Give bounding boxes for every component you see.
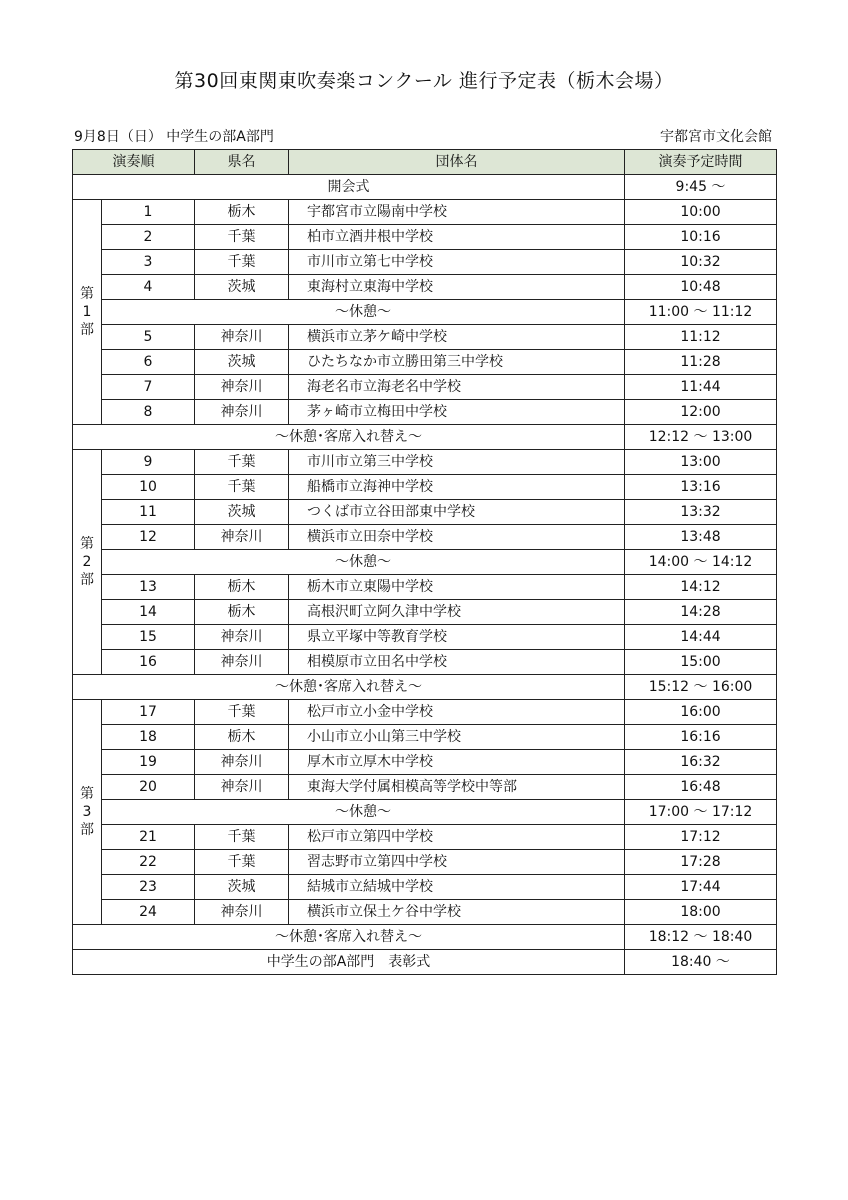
prefecture: 神奈川 [195,900,289,925]
event-label: 開会式 [73,175,625,200]
prefecture: 神奈川 [195,625,289,650]
break-label: ～休憩～ [102,800,625,825]
performance-order: 24 [102,900,195,925]
scheduled-time: 15:00 [625,650,777,675]
table-row [73,500,777,525]
prefecture: 茨城 [195,275,289,300]
prefecture: 千葉 [195,850,289,875]
group-name: 市川市立第七中学校 [289,250,625,275]
table-row [73,325,777,350]
group-name: 習志野市立第四中学校 [289,850,625,875]
table-row [73,750,777,775]
table-row [73,250,777,275]
scheduled-time: 16:16 [625,725,777,750]
table-row [73,900,777,925]
table-row [73,725,777,750]
scheduled-time: 12:00 [625,400,777,425]
prefecture: 茨城 [195,500,289,525]
scheduled-time: 18:00 [625,900,777,925]
venue-name: 宇都宮市文化会館 [660,129,772,145]
prefecture: 千葉 [195,475,289,500]
table-row [73,600,777,625]
event-label: 中学生の部A部門 表彰式 [73,950,625,975]
group-name: 東海大学付属相模高等学校中等部 [289,775,625,800]
prefecture: 神奈川 [195,525,289,550]
prefecture: 千葉 [195,700,289,725]
event-time: 18:12 ～ 18:40 [625,925,777,950]
scheduled-time: 14:44 [625,625,777,650]
event-time: 12:12 ～ 13:00 [625,425,777,450]
table-row [73,525,777,550]
table-row [73,650,777,675]
prefecture: 神奈川 [195,325,289,350]
section-label [73,450,102,675]
section-label-char: 1 [82,304,92,320]
group-name: 東海村立東海中学校 [289,275,625,300]
scheduled-time: 13:16 [625,475,777,500]
break-label: ～休憩～ [102,550,625,575]
prefecture: 神奈川 [195,400,289,425]
table-row [73,825,777,850]
scheduled-time: 10:00 [625,200,777,225]
performance-order: 9 [102,450,195,475]
scheduled-time: 10:16 [625,225,777,250]
prefecture: 千葉 [195,225,289,250]
table-row [73,450,777,475]
group-name: 松戸市立小金中学校 [289,700,625,725]
performance-order: 20 [102,775,195,800]
group-name: 小山市立小山第三中学校 [289,725,625,750]
prefecture: 茨城 [195,875,289,900]
group-name: ひたちなか市立勝田第三中学校 [289,350,625,375]
header-group-name: 団体名 [289,150,625,175]
group-name: 横浜市立保土ケ谷中学校 [289,900,625,925]
table-row [73,375,777,400]
performance-order: 15 [102,625,195,650]
prefecture: 千葉 [195,250,289,275]
prefecture: 栃木 [195,200,289,225]
header-order: 演奏順 [73,150,195,175]
table-row [73,350,777,375]
section-label [73,200,102,425]
scheduled-time: 11:12 [625,325,777,350]
performance-order: 1 [102,200,195,225]
group-name: 結城市立結城中学校 [289,875,625,900]
prefecture: 栃木 [195,575,289,600]
scheduled-time: 17:12 [625,825,777,850]
scheduled-time: 17:28 [625,850,777,875]
break-time: 14:00 ～ 14:12 [625,550,777,575]
section-label-char: 第 [80,536,94,552]
prefecture: 神奈川 [195,650,289,675]
section-label-char: 第 [80,786,94,802]
scheduled-time: 10:32 [625,250,777,275]
prefecture: 千葉 [195,825,289,850]
table-row-break [73,800,777,825]
group-name: 宇都宮市立陽南中学校 [289,200,625,225]
table-row [73,225,777,250]
section-label [73,700,102,925]
group-name: 県立平塚中等教育学校 [289,625,625,650]
performance-order: 3 [102,250,195,275]
scheduled-time: 16:48 [625,775,777,800]
table-row [73,575,777,600]
table-row-event [73,425,777,450]
table-row-event [73,675,777,700]
group-name: 厚木市立厚木中学校 [289,750,625,775]
event-label: ～休憩･客席入れ替え～ [73,925,625,950]
scheduled-time: 13:32 [625,500,777,525]
prefecture: 千葉 [195,450,289,475]
break-time: 11:00 ～ 11:12 [625,300,777,325]
performance-order: 22 [102,850,195,875]
scheduled-time: 10:48 [625,275,777,300]
performance-order: 17 [102,700,195,725]
group-name: 柏市立酒井根中学校 [289,225,625,250]
scheduled-time: 14:12 [625,575,777,600]
group-name: 栃木市立東陽中学校 [289,575,625,600]
group-name: 市川市立第三中学校 [289,450,625,475]
table-row [73,775,777,800]
prefecture: 神奈川 [195,375,289,400]
group-name: 相模原市立田名中学校 [289,650,625,675]
event-label: ～休憩･客席入れ替え～ [73,675,625,700]
group-name: つくば市立谷田部東中学校 [289,500,625,525]
break-time: 17:00 ～ 17:12 [625,800,777,825]
table-row-break [73,550,777,575]
performance-order: 6 [102,350,195,375]
prefecture: 神奈川 [195,775,289,800]
section-label-char: 部 [80,322,94,338]
group-name: 船橋市立海神中学校 [289,475,625,500]
group-name: 横浜市立田奈中学校 [289,525,625,550]
scheduled-time: 14:28 [625,600,777,625]
section-label-char: 3 [82,804,92,820]
schedule-body [73,175,777,975]
page-title: 第30回東関東吹奏楽コンクール 進行予定表（栃木会場） [174,70,674,92]
table-row [73,400,777,425]
performance-order: 10 [102,475,195,500]
table-row [73,200,777,225]
table-row [73,850,777,875]
performance-order: 23 [102,875,195,900]
scheduled-time: 13:48 [625,525,777,550]
header-prefecture: 県名 [195,150,289,175]
performance-order: 12 [102,525,195,550]
event-label: ～休憩･客席入れ替え～ [73,425,625,450]
group-name: 茅ヶ崎市立梅田中学校 [289,400,625,425]
break-label: ～休憩～ [102,300,625,325]
table-row [73,625,777,650]
performance-order: 2 [102,225,195,250]
section-label-char: 第 [80,286,94,302]
table-header-row [73,150,777,175]
group-name: 横浜市立茅ケ崎中学校 [289,325,625,350]
table-row [73,875,777,900]
group-name: 松戸市立第四中学校 [289,825,625,850]
prefecture: 栃木 [195,725,289,750]
performance-order: 14 [102,600,195,625]
performance-order: 16 [102,650,195,675]
performance-order: 11 [102,500,195,525]
prefecture: 栃木 [195,600,289,625]
performance-order: 4 [102,275,195,300]
performance-order: 13 [102,575,195,600]
performance-order: 7 [102,375,195,400]
table-row [73,275,777,300]
event-time: 18:40 ～ [625,950,777,975]
performance-order: 21 [102,825,195,850]
table-row-break [73,300,777,325]
table-row [73,700,777,725]
table-row [73,475,777,500]
table-row-event [73,175,777,200]
scheduled-time: 17:44 [625,875,777,900]
table-row-event [73,950,777,975]
table-row-event [73,925,777,950]
prefecture: 神奈川 [195,750,289,775]
section-label-char: 2 [82,554,92,570]
performance-order: 19 [102,750,195,775]
scheduled-time: 11:28 [625,350,777,375]
performance-order: 8 [102,400,195,425]
scheduled-time: 13:00 [625,450,777,475]
performance-order: 5 [102,325,195,350]
scheduled-time: 16:00 [625,700,777,725]
prefecture: 茨城 [195,350,289,375]
performance-order: 18 [102,725,195,750]
group-name: 海老名市立海老名中学校 [289,375,625,400]
event-time: 15:12 ～ 16:00 [625,675,777,700]
event-date-division: 9月8日（日） 中学生の部A部門 [74,129,274,145]
event-time: 9:45 ～ [625,175,777,200]
section-label-char: 部 [80,822,94,838]
header-scheduled-time: 演奏予定時間 [625,150,777,175]
schedule-table [72,149,777,975]
group-name: 高根沢町立阿久津中学校 [289,600,625,625]
section-label-char: 部 [80,572,94,588]
scheduled-time: 11:44 [625,375,777,400]
scheduled-time: 16:32 [625,750,777,775]
